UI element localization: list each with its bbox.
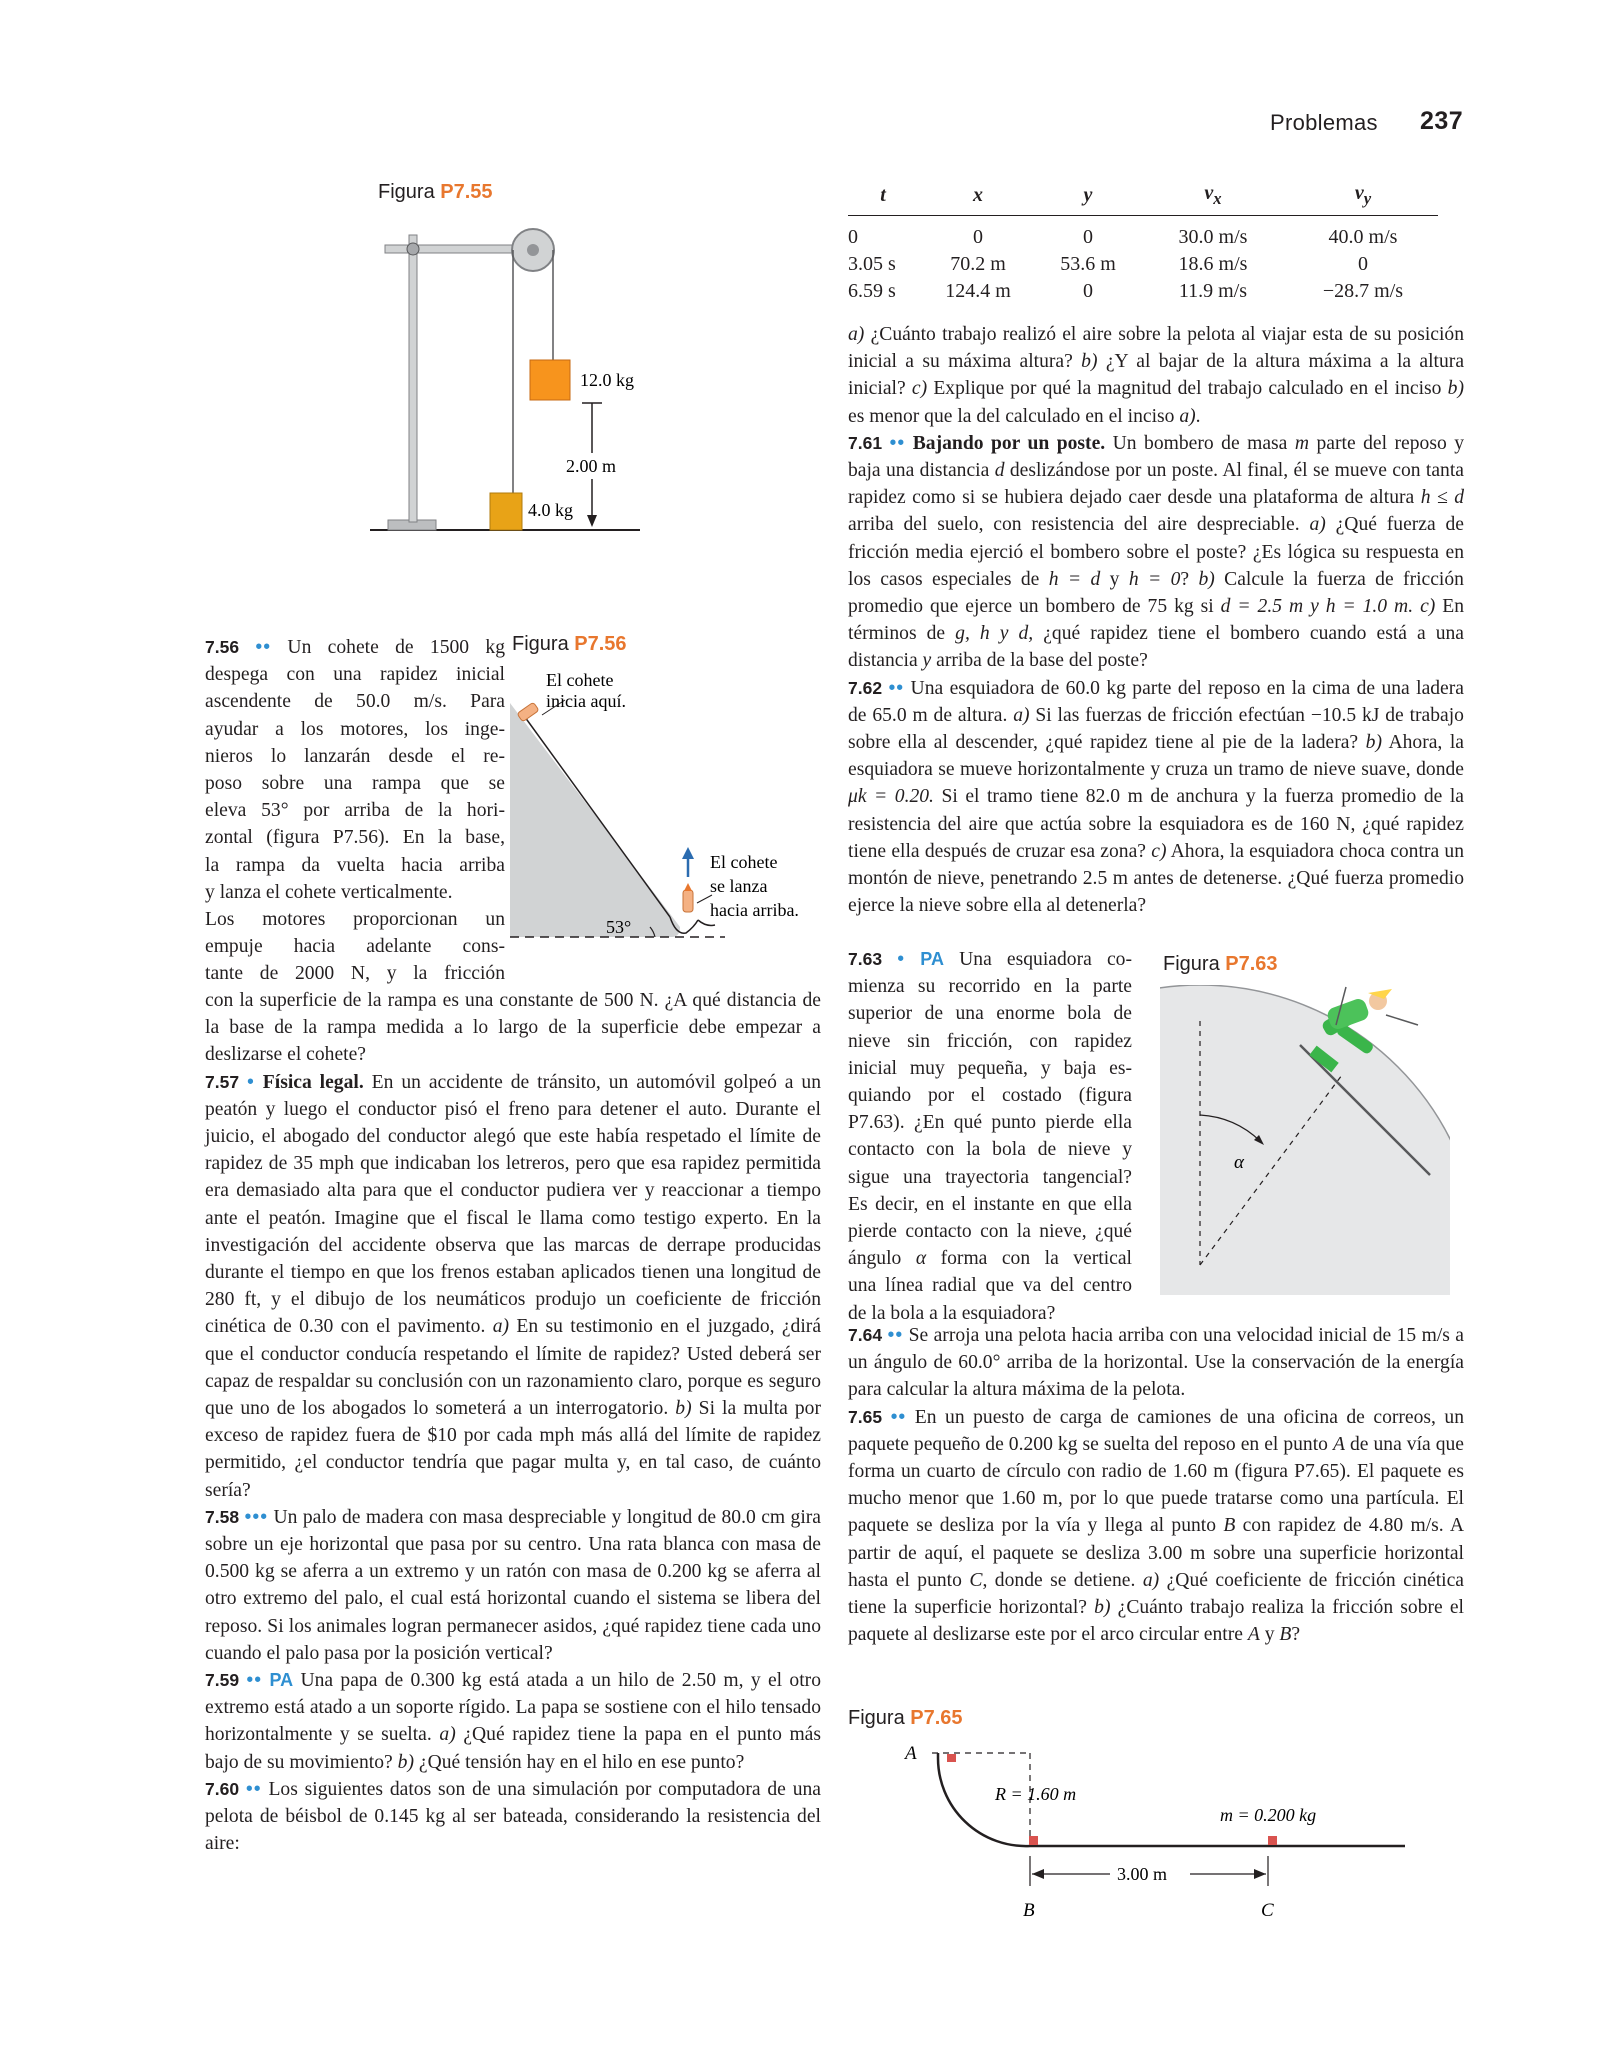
point-a-label: A — [905, 1743, 917, 1764]
figure-p763-label: Figura P7.63 — [1163, 953, 1278, 975]
package-end-marker — [1268, 1836, 1277, 1845]
simulation-data-table: t x y $v_x$ $v_y$ 0 0 0 30.0 m/s 40.0 m/s 3.05 s 70.2 m 53.6 m 18.6 m/s 0 6.59 s 124.4 m 0 11.9 m/s −28.7 m/s — [848, 182, 1438, 305]
svg-text:El cohete: El cohete — [546, 670, 614, 690]
figure-p765-label: Figura P7.65 — [848, 1707, 963, 1729]
package-start-marker — [947, 1754, 956, 1762]
figure-p755-label: Figura P7.55 — [378, 181, 493, 203]
figure-p755-pulley-diagram — [370, 215, 650, 535]
problem-761: 7.61 •• Bajando por un poste. Un bombero de masa m parte del reposo y baja una distancia d deslizándose por un poste. Al final, él se mueve con tanta rapidez como si se hubiera dejado caer desde una plataforma de altura h ≤ d arriba del suelo, con resistencia del aire despreciable. a) ¿Qué fuerza de fricción media ejerció el bombero sobre el poste? ¿Es lógica su respuesta en los casos especiales de h = d y h = 0? b) Calcule la fuerza de fricción promedio que ejerce un bombero de 75 kg si d = 2.5 m y h = 1.0 m. c) En términos de g, h y d, ¿qué rapidez tiene el bombero cuando está a una distancia y arriba de la base del poste? — [848, 432, 1465, 672]
table-row: 0 0 0 30.0 m/s 40.0 m/s — [848, 225, 1398, 248]
mass-12kg-block — [530, 360, 570, 400]
problem-760-parts: a) ¿Cuánto trabajo realizó el aire sobre la pelota al viajar esta de su posición inicial a su máxima altura? b) ¿Y al bajar de la altura máxima a la altura inicial? c) Explique por qué la magnitud del trabajo calculado en el inciso b) es menor que la del calculado en el inciso a). — [848, 324, 1465, 427]
right-column-bottom — [848, 1322, 1464, 1648]
page-number: 237 — [1420, 107, 1464, 135]
problem-762: 7.62 •• Una esquiadora de 60.0 kg parte del reposo en la cima de una ladera de 65.0 m de altura. a) Si las fuerzas de fricción efectúan −10.5 kJ de trabajo sobre ella al descender, ¿qué rapidez tiene al pie de la ladera? b) Ahora, la esquiadora se mueve horizontalmente y cruza un tramo de nieve suave, donde μk = 0.20. Si el tramo tiene 82.0 m de anchura y la fuerza promedio de la resistencia del aire que actúa sobre la esquiadora es de 160 N, ¿qué rapidez tiene ella después de cruzar esa zona? c) Ahora, la esquiadora choca contra un montón de nieve, penetrando 2.5 m antes de detenerse. ¿Qué fuerza promedio ejerce la nieve sobre ella al detenerla? — [848, 677, 1464, 917]
right-column-top — [848, 321, 1464, 919]
problem-757: 7.57 • Física legal. En un accidente de tránsito, un automóvil golpeó a un peatón y luego el conductor pisó el freno para detener el auto. Durante el juicio, el abogado del conductor alegó que este había respetado el límite de rapidez de 35 mph que indicaban los letreros, pero que esa rapidez permitida era demasiado alta para que el conductor pudiera ver y reaccionar a tiempo ante el peatón. Imagine que el fiscal le llama como testigo experto. En la investigación del accidente observa que las marcas de derrape producidas durante el tiempo en que los frenos estaban aplicados tienen una longitud de 280 ft, y el dibujo de los neumáticos produjo un coeficiente de fricción cinética de 0.30 con el pavimento. a) En su testimonio en el juzgado, ¿dirá que el conductor conducía respetando el límite de rapidez? Usted deberá ser capaz de respaldar su conclusión con un razonamiento claro, porque es seguro que uno de los abogados lo someterá a un interrogatorio. b) Si la multa por exceso de rapidez fuera de $10 por cada mph más allá del límite de rapidez permitido, ¿el conductor tendría que pagar multa y, en tal caso, de cuánto sería? — [205, 1071, 822, 1501]
table-row: 3.05 s 70.2 m 53.6 m 18.6 m/s 0 — [848, 252, 1368, 275]
rocket-start-icon — [517, 702, 539, 722]
mass-12kg-label: 12.0 kg — [580, 370, 634, 390]
problem-756-number: 7.56 — [205, 637, 240, 657]
problem-756-continuation: con la superficie de la rampa es una constante de 500 N. ¿A qué distancia de la base de la rampa medida a lo largo de la superficie debe empezar a deslizarse el cohete? — [205, 990, 821, 1066]
svg-text:El cohete: El cohete — [710, 852, 778, 872]
svg-text:inicia aquí.: inicia aquí. — [546, 691, 626, 711]
figure-p756-label: Figura P7.56 — [512, 633, 627, 655]
left-column — [205, 987, 821, 1858]
table-row: 6.59 s 124.4 m 0 11.9 m/s −28.7 m/s — [848, 279, 1404, 302]
rocket-launch-icon — [683, 890, 693, 912]
figure-p756-ramp-diagram — [510, 665, 830, 955]
problem-760: 7.60 •• Los siguientes datos son de una simulación por computadora de una pelota de béisbol de 0.145 kg al ser bateada, considerando la resistencia del aire: — [205, 1778, 821, 1855]
mass-4kg-label: 4.0 kg — [528, 500, 573, 520]
svg-text:hacia arriba.: hacia arriba. — [710, 900, 799, 920]
problem-758: 7.58 ••• Un palo de madera con masa despreciable y longitud de 80.0 cm gira sobre un eje horizontal que pasa por su centro. Una rata blanca con masa de 0.500 kg se aferra a un extremo y un ratón con masa de 0.200 kg se aferra al otro extremo del palo, el cual está horizontal cuando el sistema se libera del reposo. Si los animales logran permanecer asidos, ¿qué rapidez tiene cada uno cuando el palo pasa por la posición vertical? — [205, 1506, 821, 1664]
problem-764: 7.64 •• Se arroja una pelota hacia arriba con una velocidad inicial de 15 m/s a un ángulo de 60.0° arriba de la horizontal. Use la conservación de la energía para calcular la altura máxima de la pelota. — [848, 1325, 1464, 1401]
problem-759: 7.59 •• PA Una papa de 0.300 kg está atada a un hilo de 2.50 m, y el otro extremo está atado a un soporte rígido. La papa se sostiene con el hilo tensado horizontalmente y se suelta. a) ¿Qué rapidez tiene la papa en el punto más bajo de su movimiento? b) ¿Qué tensión hay en el hilo en ese punto? — [205, 1670, 822, 1773]
figure-p765-track-diagram — [895, 1738, 1415, 1928]
package-bottom-marker — [1029, 1836, 1038, 1845]
snowball — [1160, 985, 1450, 1295]
figure-p763-snowball-diagram — [1160, 985, 1450, 1295]
distance-label: 2.00 m — [566, 456, 617, 476]
point-b-label: B — [1023, 1900, 1035, 1921]
point-c-label: C — [1261, 1900, 1274, 1921]
distance-label: 3.00 m — [1117, 1864, 1168, 1884]
up-arrow-icon — [682, 847, 694, 859]
problem-756-narrow: 7.56 •• Un cohete de 1500 kg despega con una rapidez inicial ascendente de 50.0 m/s. Para ayudar a los motores, los inge- nieros lo lanzarán desde el re- poso sobre una rampa que se eleva 53° por arriba de la hori- zontal (figura P7.56). En la base, la rampa da vuelta hacia arriba y lanza el cohete verticalmente. Los motores proporcionan un empuje hacia adelante cons- tante de 2000 N, y la fricción — [205, 637, 505, 985]
problem-763-number: 7.63 — [848, 949, 883, 969]
mass-label: m = 0.200 kg — [1220, 1805, 1317, 1825]
problem-763-narrow: 7.63 • PA Una esquiadora co- mienza su recorrido en la parte superior de una enorme bola de nieve sin fricción, con rapidez inicial muy pequeña, y baja es- quiando por el costado (figura P7.63). ¿En qué punto pierde ella contacto con la bola de nieve y sigue una trayectoria tangencial? Es decir, en el instante en que ella pierde contacto con la nieve, ¿qué ángulo α forma con la vertical una línea radial que va del centro de la bola a la esquiadora? — [848, 949, 1132, 1324]
mass-4kg-block — [490, 493, 522, 530]
ramp-angle-label: 53° — [606, 917, 632, 937]
running-header: Problemas — [1270, 110, 1378, 135]
svg-text:se lanza: se lanza — [710, 876, 768, 896]
radius-label: R = 1.60 m — [995, 1784, 1077, 1804]
alpha-angle-label: α — [1234, 1152, 1244, 1173]
problem-765: 7.65 •• En un puesto de carga de camiones de una oficina de correos, un paquete pequeño de 0.200 kg se suelta del reposo en el punto A de una vía que forma un cuarto de círculo con radio de 1.60 m (figura P7.65). El paquete es mucho menor que 1.60 m, por lo que puede tratarse como una partícula. El paquete se desliza por la vía y llega al punto B con rapidez de 4.80 m/s. A partir de aquí, el paquete se desliza 3.00 m sobre una superficie horizontal hasta el punto C, donde se detiene. a) ¿Qué coeficiente de fricción cinética tiene la superficie horizontal? b) ¿Cuánto trabajo realiza la fricción sobre el paquete al deslizarse este por el arco circular entre A y B? — [848, 1406, 1465, 1646]
